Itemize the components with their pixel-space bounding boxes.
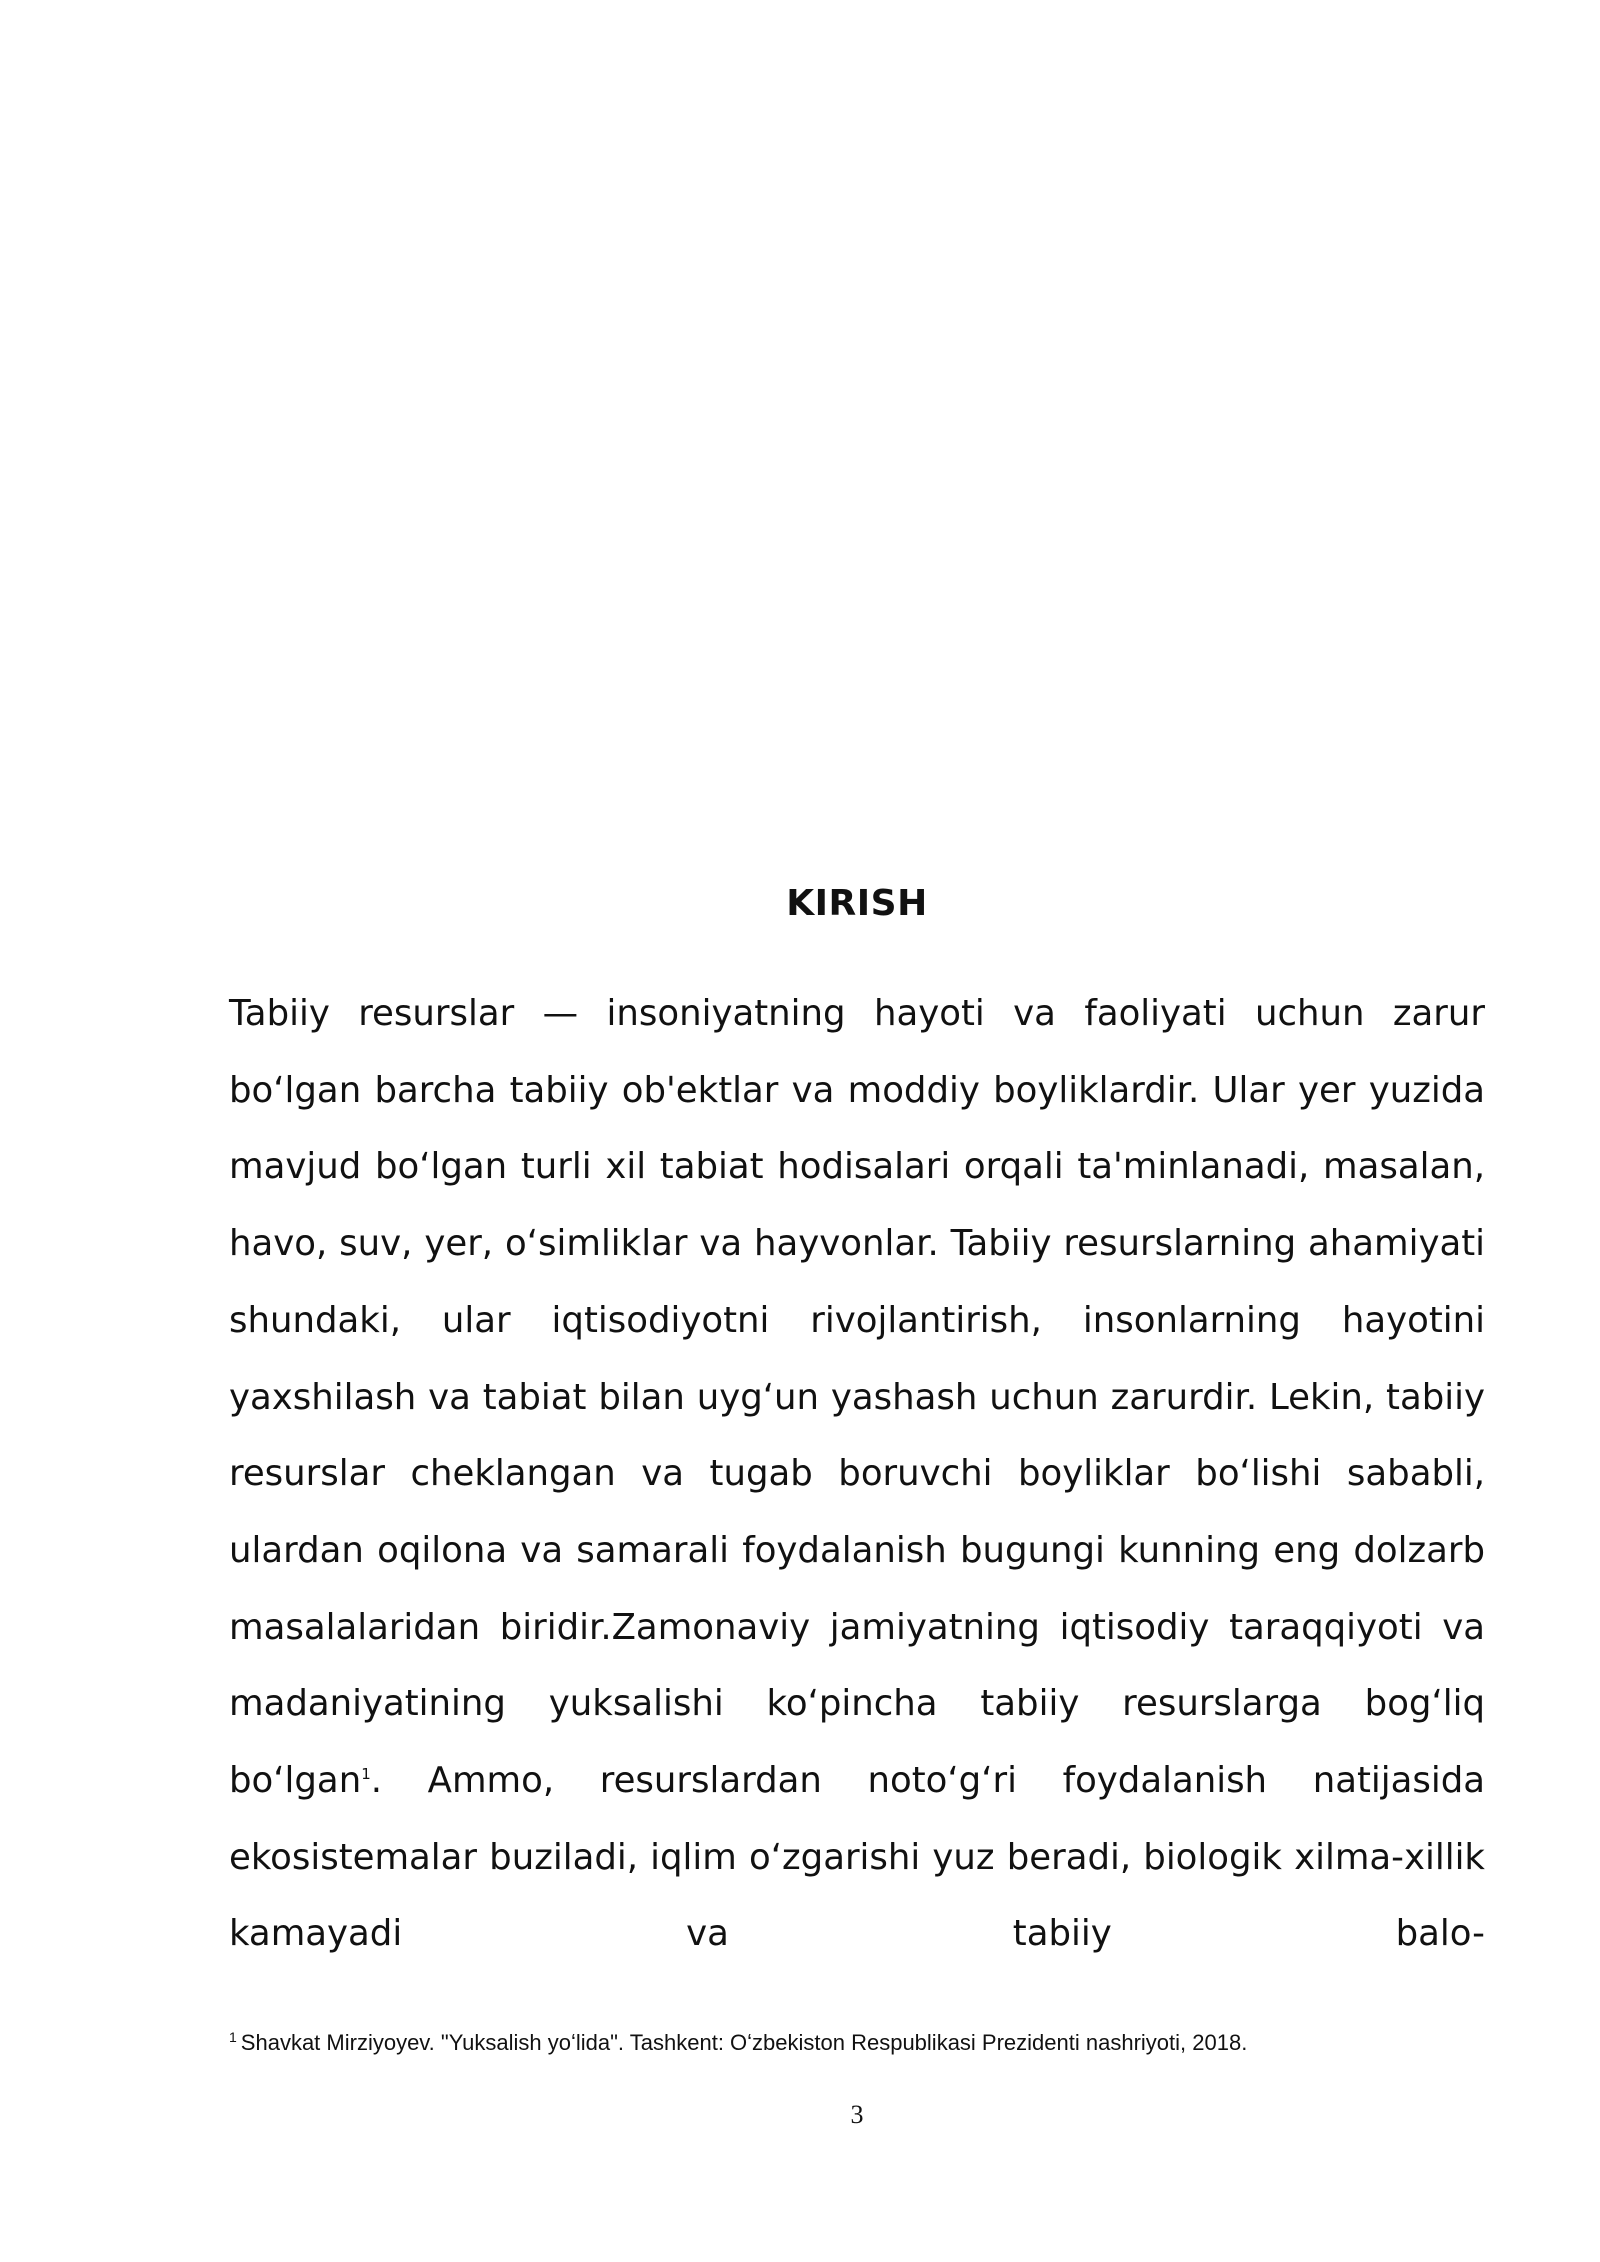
body-text-after-ref: . Ammo, resurslardan notoʻgʻri foydalanish natijasida ekosistemalar buziladi, iqlim oʻzgarishi yuz beradi, biologik xilma-xillik kamayadi va tabiiy balo- <box>229 1760 1485 1955</box>
body-text-before-ref: Tabiiy resurslar — insoniyatning hayoti va faoliyati uchun zarur boʻlgan barcha tabiiy ob'ektlar va moddiy boyliklardir. Ular yer yuzida mavjud boʻlgan turli xil tabiat hodisalari orqali ta'minlanadi, masalan, havo, suv, yer, oʻsimliklar va hayvonlar. Tabiiy resurslarning ahamiyati shundaki, ular iqtisodiyotni rivojlantirish, insonlarning hayotini yaxshilash va tabiat bilan uygʻun yashash uchun zarurdir. Lekin, tabiiy resurslar cheklangan va tugab boruvchi boyliklar boʻlishi sababli, ulardan oqilona va samarali foydalanish bugungi kunning eng dolzarb masalalaridan biridir.Zamonaviy jamiyatning iqtisodiy taraqqiyoti va madaniyatining yuksalishi koʻpincha tabiiy resurslarga bogʻliq boʻlgan <box>229 993 1485 1802</box>
footnote-reference[interactable]: 1 <box>361 1765 371 1784</box>
footnote-mark: 1 <box>229 2028 237 2045</box>
footnote-text: Shavkat Mirziyoyev. "Yuksalish yoʻlida". Tashkent: Oʻzbekiston Respublikasi Prezidenti nashriyoti, 2018. <box>240 2030 1248 2055</box>
page-number: 3 <box>850 2100 864 2129</box>
section-heading: KIRISH <box>786 883 928 924</box>
footnote <box>229 2028 1529 2058</box>
body-paragraph <box>229 976 1485 1973</box>
